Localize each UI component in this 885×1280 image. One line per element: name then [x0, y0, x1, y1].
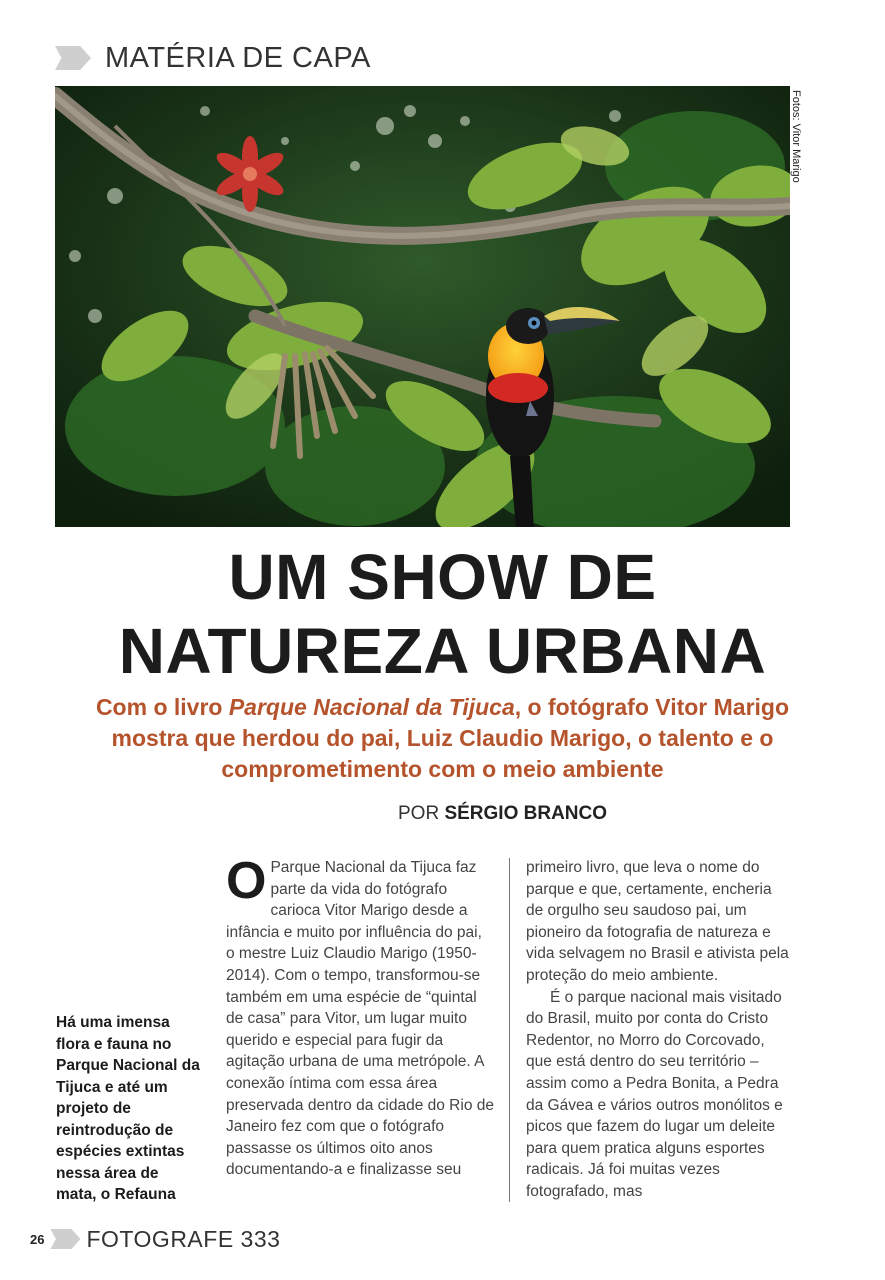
headline	[0, 540, 885, 688]
article-paragraph-1: Parque Nacional da Tijuca faz parte da vida do fotógrafo carioca Vitor Marigo desde a infância e muito por influência do pai, o mestre Luiz Claudio Marigo (1950-2014). Com o tempo, transformou-se também em uma espécie de “quintal de casa” para Vitor, um lugar muito querido e especial para fugir da agitação urbana de uma metrópole. A conexão íntima com essa área preservada dentro da cidade do Rio de Janeiro fez com que o fotógrafo passasse os últimos oito anos documentando-a e finalizasse seu	[226, 859, 494, 1179]
book-title: Parque Nacional da Tijuca	[228, 694, 515, 720]
magazine-name: FOTOGRAFE 333	[86, 1225, 281, 1252]
page-number: 26	[30, 1231, 45, 1247]
pull-quote: Há uma imensa flora e fauna no Parque Nacional da Tijuca e até um projeto de reintrodução de espécies extintas nessa área de mata, o Refauna	[56, 1014, 200, 1203]
toucan-photo	[55, 86, 790, 527]
cover-photo	[55, 86, 790, 527]
photo-credit	[788, 90, 808, 200]
subhead-text-1: Com o livro	[95, 694, 229, 720]
drop-cap: O	[226, 857, 267, 910]
byline-prefix: POR	[398, 803, 445, 824]
article-column-2	[526, 857, 792, 1205]
subhead-text-2: , o fotógrafo Vitor Marigo mostra que herdou do pai, Luiz Claudio Marigo, o talento e o comprometimento com o meio ambiente	[111, 694, 790, 782]
chevron-icon	[50, 1229, 80, 1249]
headline-line-2: NATUREZA URBANA	[118, 615, 767, 687]
subheadline	[70, 692, 815, 785]
column-divider	[509, 858, 510, 1202]
section-title: MATÉRIA DE CAPA	[105, 41, 371, 74]
section-header	[55, 38, 371, 78]
article-column-1	[226, 857, 494, 1205]
byline-author: SÉRGIO BRANCO	[444, 803, 608, 824]
page-footer	[30, 1222, 280, 1256]
chevron-icon	[55, 46, 91, 70]
article-paragraph-3: É o parque nacional mais visitado do Brasil, muito por conta do Cristo Redentor, no Morro do Corcovado, que está dentro do seu território – assim como a Pedra Bonita, a Pedra da Gávea e vários outros monólitos e picos que fazem do lugar um deleite para quem pratica alguns esportes radicais. Já foi muitas vezes fotografado, mas	[526, 988, 783, 1200]
byline	[398, 803, 607, 825]
headline-line-1: UM SHOW DE	[228, 541, 657, 613]
article-paragraph-2: primeiro livro, que leva o nome do parque e que, certamente, encheria de orgulho seu saudoso pai, um pioneiro da fotografia de natureza e vida selvagem no Brasil e ativista pela proteção do meio ambiente.	[526, 859, 789, 984]
photo-credit-text: Fotos: Vitor Marigo	[790, 90, 802, 183]
